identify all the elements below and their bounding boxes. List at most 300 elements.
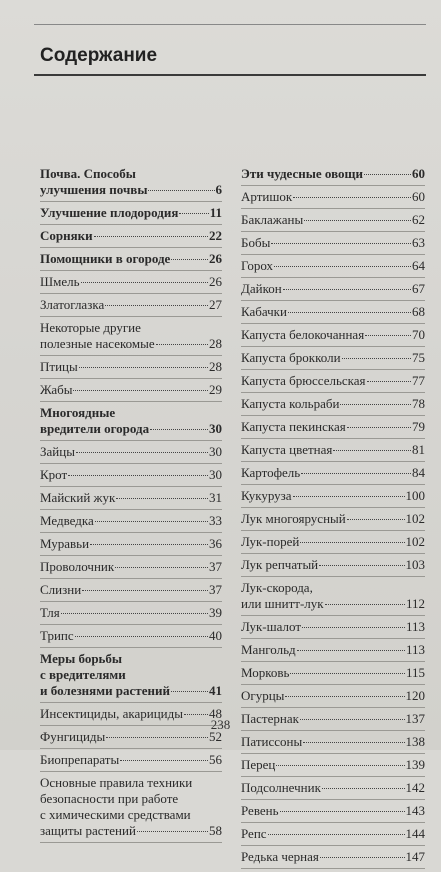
toc-entry-page: 144 bbox=[405, 826, 425, 841]
entry-divider bbox=[40, 401, 222, 402]
toc-entry-line bbox=[241, 442, 425, 458]
entry-divider bbox=[241, 323, 425, 324]
toc-entry bbox=[241, 396, 425, 412]
toc-entry-title: Дайкон bbox=[241, 281, 282, 296]
toc-entry-title: Улучшение плодородия bbox=[40, 205, 179, 220]
leader-dots bbox=[297, 650, 405, 651]
toc-entry-title: Помощники в огороде bbox=[40, 251, 171, 266]
leader-dots bbox=[319, 565, 404, 566]
toc-entry-title: Крот bbox=[40, 467, 68, 482]
leader-dots bbox=[268, 834, 405, 835]
leader-dots bbox=[82, 590, 208, 591]
toc-entry bbox=[241, 534, 425, 550]
toc-entry bbox=[241, 235, 425, 251]
toc-entry bbox=[241, 757, 425, 773]
toc-entry-line bbox=[241, 826, 425, 842]
toc-entry-page: 137 bbox=[405, 711, 425, 726]
toc-entry-line bbox=[40, 336, 222, 352]
entry-divider bbox=[241, 576, 425, 577]
toc-entry-title-line: безопасности при работе bbox=[40, 791, 179, 806]
toc-entry-title: защиты растений bbox=[40, 823, 136, 838]
entry-divider bbox=[241, 776, 425, 777]
toc-entry-title-line: с химическими средствами bbox=[40, 807, 191, 822]
toc-entry bbox=[241, 327, 425, 343]
toc-entry-line bbox=[40, 752, 222, 768]
toc-entry-line bbox=[241, 642, 425, 658]
entry-divider bbox=[241, 615, 425, 616]
toc-entry bbox=[241, 442, 425, 458]
toc-entry-page: 37 bbox=[209, 582, 222, 597]
toc-entry-page: 67 bbox=[412, 281, 425, 296]
toc-entry-line bbox=[241, 419, 425, 435]
toc-entry-title: Трипс bbox=[40, 628, 74, 643]
toc-entry-page: 138 bbox=[405, 734, 425, 749]
leader-dots bbox=[79, 367, 208, 368]
leader-dots bbox=[347, 427, 411, 428]
toc-entry-page: 139 bbox=[405, 757, 425, 772]
leader-dots bbox=[73, 390, 208, 391]
toc-entry-title: полезные насекомые bbox=[40, 336, 155, 351]
leader-dots bbox=[75, 636, 208, 637]
toc-entry-page: 56 bbox=[209, 752, 222, 767]
toc-entry bbox=[40, 490, 222, 506]
toc-entry-page: 28 bbox=[209, 336, 222, 351]
toc-entry-page: 113 bbox=[405, 642, 425, 657]
toc-entry-page: 103 bbox=[405, 557, 425, 572]
toc-entry bbox=[241, 488, 425, 504]
toc-entry-line bbox=[241, 212, 425, 228]
leader-dots bbox=[325, 604, 405, 605]
toc-entry bbox=[40, 320, 222, 352]
toc-entry bbox=[40, 166, 222, 198]
toc-entry-title: Подсолнечник bbox=[241, 780, 321, 795]
toc-entry-page: 39 bbox=[209, 605, 222, 620]
toc-entry bbox=[241, 511, 425, 527]
leader-dots bbox=[105, 305, 208, 306]
toc-entry bbox=[40, 444, 222, 460]
entry-divider bbox=[40, 578, 222, 579]
toc-entry-line bbox=[241, 235, 425, 251]
toc-entry-line bbox=[40, 582, 222, 598]
leader-dots bbox=[304, 220, 411, 221]
toc-entry-line bbox=[40, 444, 222, 460]
toc-entry-title-line: с вредителями bbox=[40, 667, 126, 682]
top-rule bbox=[34, 24, 426, 25]
toc-entry bbox=[241, 465, 425, 481]
toc-entry bbox=[241, 419, 425, 435]
toc-column-left bbox=[40, 166, 222, 846]
toc-entry bbox=[40, 536, 222, 552]
toc-entry-line bbox=[40, 297, 222, 313]
toc-entry-page: 37 bbox=[209, 559, 222, 574]
toc-entry-title: Перец bbox=[241, 757, 276, 772]
toc-entry-page: 102 bbox=[405, 534, 425, 549]
leader-dots bbox=[303, 742, 404, 743]
toc-entry-line bbox=[241, 304, 425, 320]
toc-entry-page: 100 bbox=[405, 488, 425, 503]
leader-dots bbox=[290, 673, 405, 674]
toc-entry bbox=[241, 212, 425, 228]
leader-dots bbox=[280, 811, 405, 812]
toc-entry-title: Зайцы bbox=[40, 444, 75, 459]
leader-dots bbox=[106, 737, 208, 738]
entry-divider bbox=[241, 369, 425, 370]
entry-divider bbox=[241, 638, 425, 639]
toc-entry-title: Златоглазка bbox=[40, 297, 105, 312]
toc-entry-title: улучшения почвы bbox=[40, 182, 148, 197]
toc-entry-line bbox=[241, 803, 425, 819]
toc-entry-title-line: Почва. Способы bbox=[40, 166, 136, 181]
entry-divider bbox=[40, 509, 222, 510]
toc-entry-page: 52 bbox=[209, 729, 222, 744]
toc-entry-title: Эти чудесные овощи bbox=[241, 166, 363, 181]
entry-divider bbox=[241, 799, 425, 800]
toc-entry-line bbox=[241, 688, 425, 704]
toc-entry-line bbox=[241, 281, 425, 297]
toc-entry-title: Пастернак bbox=[241, 711, 299, 726]
leader-dots bbox=[148, 190, 214, 191]
toc-entry-line bbox=[241, 596, 425, 612]
leader-dots bbox=[285, 696, 404, 697]
toc-entry-page: 81 bbox=[412, 442, 425, 457]
toc-entry-page: 64 bbox=[412, 258, 425, 273]
toc-entry-line bbox=[241, 665, 425, 681]
toc-entry-line bbox=[241, 465, 425, 481]
toc-entry bbox=[241, 665, 425, 681]
toc-entry bbox=[40, 628, 222, 644]
toc-entry bbox=[40, 467, 222, 483]
toc-entry bbox=[241, 642, 425, 658]
toc-entry-page: 41 bbox=[209, 683, 222, 698]
toc-entry-page: 30 bbox=[209, 444, 222, 459]
page-title: Содержание bbox=[40, 45, 158, 66]
leader-dots bbox=[115, 567, 208, 568]
leader-dots bbox=[364, 174, 411, 175]
entry-divider bbox=[40, 224, 222, 225]
toc-entry-page: 112 bbox=[405, 596, 425, 611]
toc-entry-page: 30 bbox=[209, 421, 222, 436]
toc-entry-page: 6 bbox=[215, 182, 222, 197]
leader-dots bbox=[365, 335, 411, 336]
leader-dots bbox=[347, 519, 405, 520]
toc-entry-title: Майский жук bbox=[40, 490, 116, 505]
toc-entry bbox=[241, 849, 425, 865]
toc-entry-page: 60 bbox=[412, 189, 425, 204]
toc-entry-title: и болезнями растений bbox=[40, 683, 170, 698]
leader-dots bbox=[171, 691, 208, 692]
toc-entry-page: 28 bbox=[209, 359, 222, 374]
entry-divider bbox=[40, 201, 222, 202]
entry-divider bbox=[40, 486, 222, 487]
toc-entry-title-line: Некоторые другие bbox=[40, 320, 141, 335]
leader-dots bbox=[276, 765, 404, 766]
toc-entry-page: 70 bbox=[412, 327, 425, 342]
leader-dots bbox=[81, 282, 208, 283]
toc-entry-title: Редька черная bbox=[241, 849, 319, 864]
toc-entry-line bbox=[241, 327, 425, 343]
toc-entry bbox=[40, 582, 222, 598]
leader-dots bbox=[116, 498, 208, 499]
leader-dots bbox=[288, 312, 411, 313]
entry-divider bbox=[241, 461, 425, 462]
entry-divider bbox=[40, 702, 222, 703]
toc-entry-line bbox=[40, 605, 222, 621]
toc-entry-page: 27 bbox=[209, 297, 222, 312]
toc-entry bbox=[40, 297, 222, 313]
entry-divider bbox=[241, 753, 425, 754]
toc-entry bbox=[40, 228, 222, 244]
toc-entry-title: Инсектициды, акарициды bbox=[40, 706, 183, 721]
toc-entry-title: Кукуруза bbox=[241, 488, 292, 503]
toc-entry bbox=[241, 619, 425, 635]
toc-entry-title: Лук-шалот bbox=[241, 619, 302, 634]
toc-entry-line bbox=[241, 189, 425, 205]
toc-entry bbox=[40, 559, 222, 575]
toc-entry bbox=[40, 382, 222, 398]
entry-divider bbox=[241, 438, 425, 439]
leader-dots bbox=[90, 544, 208, 545]
entry-divider bbox=[40, 647, 222, 648]
toc-entry bbox=[40, 752, 222, 768]
entry-divider bbox=[241, 254, 425, 255]
page-number: 238 bbox=[210, 717, 231, 732]
toc-entry bbox=[40, 605, 222, 621]
toc-entry-line bbox=[40, 205, 222, 221]
toc-entry-title: Репс bbox=[241, 826, 267, 841]
entry-divider bbox=[40, 555, 222, 556]
leader-dots bbox=[300, 542, 404, 543]
toc-entry-page: 60 bbox=[412, 166, 425, 181]
leader-dots bbox=[156, 344, 208, 345]
leader-dots bbox=[120, 760, 208, 761]
toc-entry-title: Медведка bbox=[40, 513, 94, 528]
toc-entry-title: Капуста брюссельская bbox=[241, 373, 366, 388]
toc-entry bbox=[40, 775, 222, 839]
entry-divider bbox=[241, 484, 425, 485]
toc-entry-title: Муравьи bbox=[40, 536, 90, 551]
toc-entry-line bbox=[241, 557, 425, 573]
toc-entry-title: Бобы bbox=[241, 235, 271, 250]
leader-dots bbox=[333, 450, 411, 451]
toc-entry bbox=[241, 803, 425, 819]
toc-entry-title: Артишок bbox=[241, 189, 293, 204]
toc-entry-page: 113 bbox=[405, 619, 425, 634]
toc-entry-title: Баклажаны bbox=[241, 212, 304, 227]
toc-entry-page: 63 bbox=[412, 235, 425, 250]
leader-dots bbox=[184, 714, 208, 715]
toc-entry bbox=[40, 651, 222, 699]
toc-entry-line bbox=[40, 382, 222, 398]
toc-entry-title: Огурцы bbox=[241, 688, 285, 703]
toc-entry-title: Биопрепараты bbox=[40, 752, 120, 767]
toc-entry-title: вредители огорода bbox=[40, 421, 150, 436]
toc-entry-title: Лук-порей bbox=[241, 534, 300, 549]
toc-entry bbox=[40, 205, 222, 221]
toc-entry-line bbox=[40, 359, 222, 375]
entry-divider bbox=[40, 771, 222, 772]
toc-entry-title: Тля bbox=[40, 605, 60, 620]
entry-divider bbox=[241, 277, 425, 278]
toc-entry-page: 143 bbox=[405, 803, 425, 818]
toc-entry-title: Патиссоны bbox=[241, 734, 303, 749]
toc-entry-title: Картофель bbox=[241, 465, 301, 480]
leader-dots bbox=[293, 496, 405, 497]
entry-divider bbox=[241, 507, 425, 508]
toc-entry-title-line: Основные правила техники bbox=[40, 775, 193, 790]
entry-divider bbox=[40, 247, 222, 248]
toc-entry bbox=[241, 189, 425, 205]
entry-divider bbox=[241, 868, 425, 869]
toc-entry-line bbox=[241, 166, 425, 182]
entry-divider bbox=[241, 845, 425, 846]
toc-entry-page: 84 bbox=[412, 465, 425, 480]
toc-entry-line bbox=[241, 849, 425, 865]
toc-entry-title: Шмель bbox=[40, 274, 80, 289]
leader-dots bbox=[320, 857, 405, 858]
toc-entry-page: 68 bbox=[412, 304, 425, 319]
toc-entry bbox=[241, 734, 425, 750]
entry-divider bbox=[40, 270, 222, 271]
leader-dots bbox=[340, 404, 411, 405]
toc-entry-page: 33 bbox=[209, 513, 222, 528]
toc-entry-page: 147 bbox=[405, 849, 425, 864]
toc-entry-title: Горох bbox=[241, 258, 274, 273]
title-rule bbox=[34, 74, 426, 76]
entry-divider bbox=[241, 231, 425, 232]
entry-divider bbox=[241, 415, 425, 416]
entry-divider bbox=[241, 661, 425, 662]
toc-entry bbox=[241, 826, 425, 842]
toc-entry bbox=[241, 688, 425, 704]
toc-entry-line bbox=[40, 274, 222, 290]
leader-dots bbox=[94, 236, 208, 237]
toc-entry-line bbox=[40, 251, 222, 267]
toc-entry bbox=[241, 258, 425, 274]
toc-entry-page: 142 bbox=[405, 780, 425, 795]
leader-dots bbox=[137, 831, 208, 832]
entry-divider bbox=[40, 624, 222, 625]
entry-divider bbox=[241, 300, 425, 301]
toc-entry bbox=[241, 780, 425, 796]
toc-entry-title: Проволочник bbox=[40, 559, 115, 574]
toc-entry bbox=[40, 359, 222, 375]
toc-entry-title-line: Лук-скорода, bbox=[241, 580, 313, 595]
toc-entry-line bbox=[40, 421, 222, 437]
toc-entry-page: 26 bbox=[209, 274, 222, 289]
toc-entry-title: или шнитт-лук bbox=[241, 596, 324, 611]
toc-entry-title-line: Меры борьбы bbox=[40, 651, 123, 666]
toc-entry-title: Сорняки bbox=[40, 228, 93, 243]
leader-dots bbox=[179, 213, 208, 214]
leader-dots bbox=[367, 381, 411, 382]
toc-entry bbox=[40, 513, 222, 529]
toc-entry-title: Лук репчатый bbox=[241, 557, 319, 572]
toc-entry-line bbox=[40, 559, 222, 575]
toc-entry bbox=[40, 274, 222, 290]
toc-entry-line bbox=[40, 490, 222, 506]
leader-dots bbox=[301, 473, 411, 474]
toc-entry-title: Капуста кольраби bbox=[241, 396, 340, 411]
leader-dots bbox=[342, 358, 411, 359]
toc-entry-line bbox=[241, 350, 425, 366]
toc-entry-line bbox=[40, 513, 222, 529]
toc-entry-title: Фунгициды bbox=[40, 729, 106, 744]
toc-entry-line bbox=[241, 757, 425, 773]
toc-entry-page: 78 bbox=[412, 396, 425, 411]
toc-entry-page: 26 bbox=[209, 251, 222, 266]
toc-entry-title-line: Многоядные bbox=[40, 405, 116, 420]
entry-divider bbox=[40, 748, 222, 749]
toc-entry bbox=[241, 281, 425, 297]
leader-dots bbox=[293, 197, 411, 198]
entry-divider bbox=[40, 378, 222, 379]
leader-dots bbox=[274, 266, 411, 267]
entry-divider bbox=[241, 530, 425, 531]
toc-entry-line bbox=[241, 534, 425, 550]
entry-divider bbox=[241, 185, 425, 186]
toc-entry-title: Лук многоярусный bbox=[241, 511, 346, 526]
entry-divider bbox=[40, 316, 222, 317]
entry-divider bbox=[241, 346, 425, 347]
toc-entry-title: Капуста цветная bbox=[241, 442, 333, 457]
toc-entry-line bbox=[241, 734, 425, 750]
leader-dots bbox=[68, 475, 208, 476]
leader-dots bbox=[302, 627, 405, 628]
toc-entry-title: Жабы bbox=[40, 382, 73, 397]
toc-entry-line bbox=[40, 823, 222, 839]
entry-divider bbox=[241, 707, 425, 708]
toc-entry-line bbox=[40, 683, 222, 699]
toc-entry-page: 120 bbox=[405, 688, 425, 703]
entry-divider bbox=[241, 684, 425, 685]
toc-entry-line bbox=[241, 780, 425, 796]
toc-entry-line bbox=[241, 511, 425, 527]
entry-divider bbox=[241, 392, 425, 393]
toc-column-right bbox=[241, 166, 425, 872]
leader-dots bbox=[322, 788, 405, 789]
entry-divider bbox=[40, 842, 222, 843]
toc-entry-page: 29 bbox=[209, 382, 222, 397]
toc-entry-line bbox=[241, 619, 425, 635]
toc-entry-page: 36 bbox=[209, 536, 222, 551]
entry-divider bbox=[40, 463, 222, 464]
entry-divider bbox=[241, 553, 425, 554]
entry-divider bbox=[40, 601, 222, 602]
toc-entry-page: 77 bbox=[412, 373, 425, 388]
toc-entry-page: 115 bbox=[405, 665, 425, 680]
toc-entry-page: 58 bbox=[209, 823, 222, 838]
toc-entry-title: Капуста пекинская bbox=[241, 419, 346, 434]
toc-entry-line bbox=[40, 536, 222, 552]
toc-entry-page: 79 bbox=[412, 419, 425, 434]
toc-entry-page: 40 bbox=[209, 628, 222, 643]
toc-entry-line bbox=[40, 228, 222, 244]
toc-entry-page: 11 bbox=[209, 205, 222, 220]
toc-entry bbox=[40, 405, 222, 437]
toc-entry-page: 102 bbox=[405, 511, 425, 526]
toc-entry-line bbox=[40, 467, 222, 483]
toc-entry bbox=[241, 557, 425, 573]
toc-entry-title: Мангольд bbox=[241, 642, 296, 657]
toc-entry-page: 62 bbox=[412, 212, 425, 227]
toc-entry-line bbox=[241, 488, 425, 504]
leader-dots bbox=[95, 521, 208, 522]
toc-entry-page: 30 bbox=[209, 467, 222, 482]
toc-entry-line bbox=[40, 628, 222, 644]
entry-divider bbox=[40, 293, 222, 294]
toc-entry-page: 48 bbox=[209, 706, 222, 721]
toc-entry bbox=[241, 304, 425, 320]
